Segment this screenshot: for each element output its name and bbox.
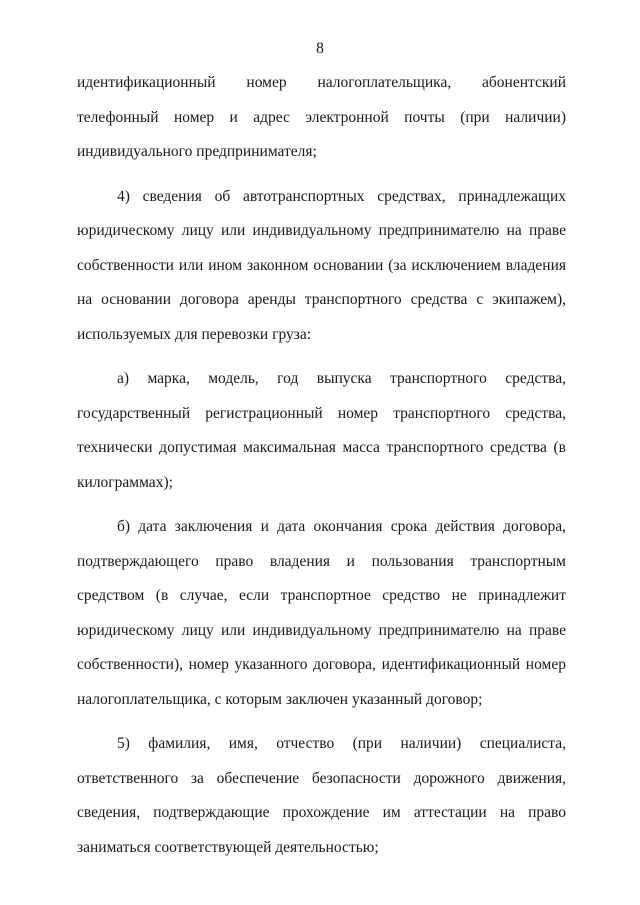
paragraph-item-4-vehicles: 4) сведения об автотранспортных средствах, принадлежащих юридическому лицу или индивидуальному предпринимателю на праве собственности или ином законном основании (за исключением владения на основании договора аренды транспортного средства с экипажем), используемых для перевозки груза: <box>77 187 566 343</box>
paragraph-subitem-b: б) дата заключения и дата окончания срока действия договора, подтверждающего право владения и пользования транспортным средством (в случае, если транспортное средство не принадлежит юридическому лицу или индивидуальному предпринимателю на праве собственности), номер указанного договора, идентификационный номер налогоплательщика, с которым заключен указанный договор; <box>77 518 566 708</box>
paragraph-item-5-specialist: 5) фамилия, имя, отчество (при наличии) специалиста, ответственного за обеспечение безопасности дорожного движения, сведения, подтверждающие прохождение им аттестации на право заниматься соответствующей деятельностью; <box>77 735 566 856</box>
page-number: 8 <box>316 40 324 57</box>
paragraph-continuation: идентификационный номер налогоплательщика, абонентский телефонный номер и адрес электронной почты (при наличии) индивидуального предпринимателя; <box>77 74 566 160</box>
paragraph-subitem-a: а) марка, модель, год выпуска транспортного средства, государственный регистрационный номер транспортного средства, технически допустимая максимальная масса транспортного средства (в килограммах); <box>77 370 566 491</box>
document-body <box>77 66 566 865</box>
